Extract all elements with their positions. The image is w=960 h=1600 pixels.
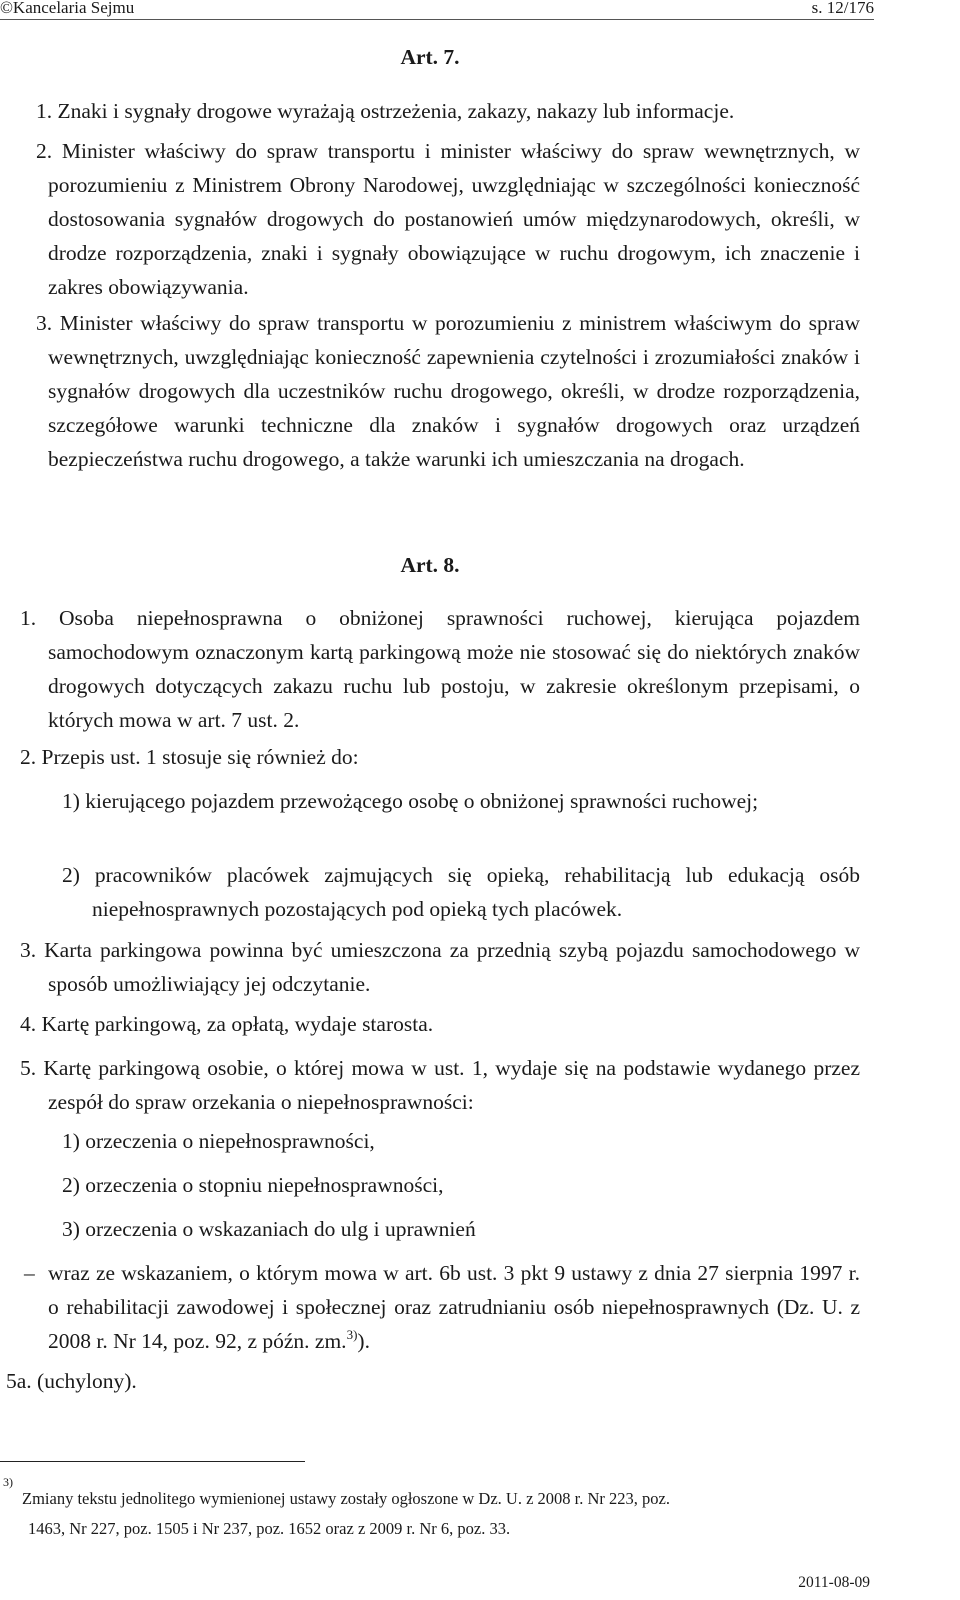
- article-7-title: Art. 7.: [400, 45, 460, 69]
- art8-p5-tail-end: ).: [357, 1329, 370, 1353]
- header-page-number: s. 12/176: [811, 0, 874, 17]
- footnote-line-1: Zmiany tekstu jednolitego wymienionej ustawy zostały ogłoszone w Dz. U. z 2008 r. Nr 223, poz.: [22, 1489, 670, 1508]
- article-8-title: Art. 8.: [400, 553, 460, 577]
- art8-p5-tail-dash: –: [24, 1261, 35, 1285]
- header-copyright: ©Kancelaria Sejmu: [0, 0, 135, 17]
- art8-paragraph-2: 2. Przepis ust. 1 stosuje się również do:: [20, 745, 359, 769]
- art8-paragraph-1: 1. Osoba niepełnosprawna o obniżonej sprawności ruchowej, kierująca pojazdem samochodowym oznaczonym kartą parkingową może nie stosować się do niektórych znaków drogowych dotyczących zakazu ruchu lub postoju, w zakresie określonym przepisami, o których mowa w art. 7 ust. 2.: [20, 606, 860, 732]
- art8-paragraph-3: 3. Karta parkingowa powinna być umieszczona za przednią szybą pojazdu samochodowego w sposób umożliwiający jej odczytanie.: [20, 938, 860, 996]
- art8-paragraph-4: 4. Kartę parkingową, za opłatą, wydaje starosta.: [20, 1012, 434, 1036]
- footnote-line-2: 1463, Nr 227, poz. 1505 i Nr 237, poz. 1652 oraz z 2009 r. Nr 6, poz. 33.: [28, 1519, 511, 1538]
- art8-paragraph-5a: 5a. (uchylony).: [6, 1369, 137, 1393]
- art8-p5-item-3: 3) orzeczenia o wskazaniach do ulg i uprawnień: [62, 1217, 476, 1241]
- footnote-mark: 3): [3, 1475, 13, 1489]
- footnote-reference[interactable]: 3): [346, 1327, 358, 1342]
- art8-p2-item-1: 1) kierującego pojazdem przewożącego osobę o obniżonej sprawności ruchowej;: [62, 789, 759, 813]
- art7-paragraph-1: 1. Znaki i sygnały drogowe wyrażają ostrzeżenia, zakazy, nakazy lub informacje.: [36, 99, 735, 123]
- art7-paragraph-3: 3. Minister właściwy do spraw transportu w porozumieniu z ministrem właściwym do spraw wewnętrznych, uwzględniając konieczność zapewnienia czytelności i zrozumiałości znaków i sygnałów drogowych dla uczestników ruchu drogowego, określi, w drodze rozporządzenia, szczegółowe warunki techniczne dla znaków i sygnałów drogowych oraz urządzeń bezpieczeństwa ruchu drogowego, a także warunki ich umieszczania na drogach.: [36, 311, 860, 471]
- page-header: [0, 0, 960, 26]
- art8-paragraph-5: 5. Kartę parkingową osobie, o której mowa w ust. 1, wydaje się na podstawie wydanego przez zespół do spraw orzekania o niepełnosprawności:: [20, 1056, 860, 1114]
- art8-p2-item-2: 2) pracowników placówek zajmujących się opieką, rehabilitacją lub edukacją osób niepełnosprawnych pozostających pod opieką tych placówek.: [62, 863, 860, 921]
- art7-paragraph-2: 2. Minister właściwy do spraw transportu i minister właściwy do spraw wewnętrznych, w porozumieniu z Ministrem Obrony Narodowej, uwzględniając w szczególności konieczność dostosowania sygnałów drogowych do postanowień umów międzynarodowych, określi, w drodze rozporządzenia, znaki i sygnały obowiązujące w ruchu drogowym, ich znaczenie i zakres obowiązywania.: [36, 139, 860, 299]
- art8-p5-tail-text: wraz ze wskazaniem, o którym mowa w art. 6b ust. 3 pkt 9 ustawy z dnia 27 sierpnia 1997 r. o rehabilitacji zawodowej i społecznej oraz zatrudnianiu osób niepełnosprawnych (Dz. U. z 2008 r. Nr 14, poz. 92, z późn. zm.: [48, 1261, 860, 1353]
- footnote-separator: [0, 1461, 305, 1462]
- document-date: 2011-08-09: [798, 1574, 870, 1591]
- art8-p5-item-1: 1) orzeczenia o niepełnosprawności,: [62, 1129, 375, 1153]
- art8-p5-tail: [48, 1256, 860, 1358]
- header-rule: [0, 19, 874, 20]
- art8-p5-item-2: 2) orzeczenia o stopniu niepełnosprawności,: [62, 1173, 444, 1197]
